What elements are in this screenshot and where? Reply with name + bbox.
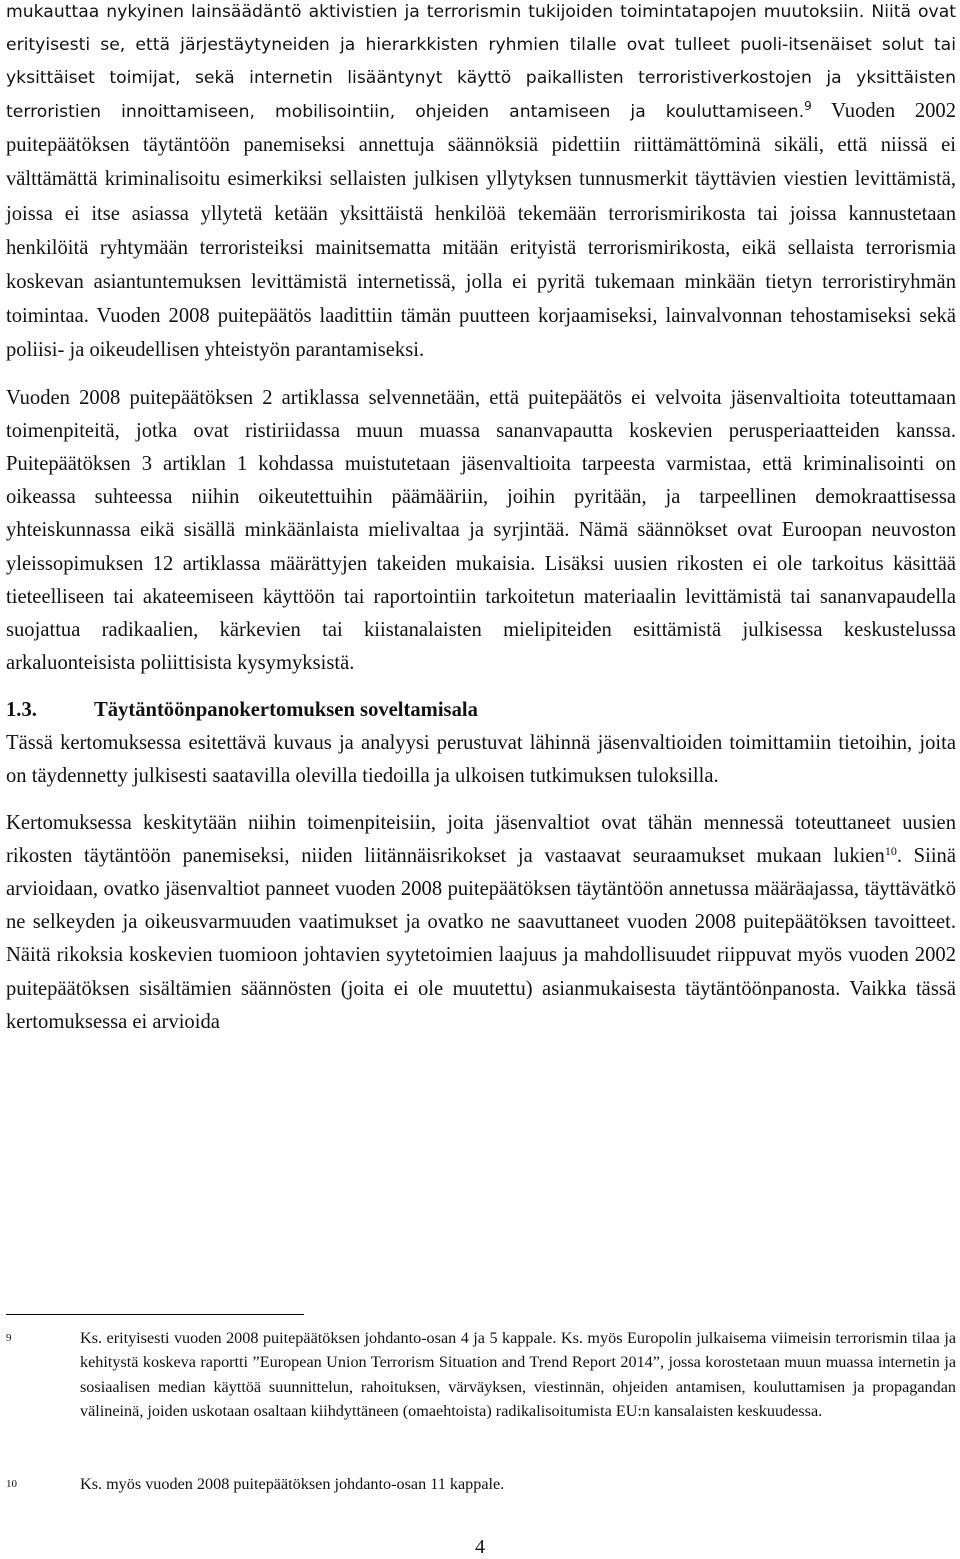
section-heading xyxy=(6,694,956,727)
footnote-ref-9[interactable]: 9 xyxy=(804,99,812,114)
footnote-9 xyxy=(6,1326,956,1423)
paragraph-4-text-b: . Siinä arvioidaan, ovatko jäsenvaltiot panneet vuoden 2008 puitepäätöksen täytäntöön annetussa määräajassa, täyttävätkö ne selkeyden ja oikeusvarmuuden vaatimukset ja ovatko ne saavuttaneet vuoden 2008 puitepäätöksen tavoitteet. Näitä rikoksia koskevien tuomioon johtavien syytetoimien laajuus ja mahdollisuudet riippuvat myös vuoden 2002 puitepäätöksen sisältämien säännösten (joita ei ole muutettu) asianmukaisesta täytäntöönpanosta. Vaikka tässä kertomuksessa ei arvioida xyxy=(6,845,956,1033)
footnote-10 xyxy=(6,1472,956,1496)
section-title: Täytäntöönpanokertomuksen soveltamisala xyxy=(94,698,478,721)
paragraph-1 xyxy=(6,0,956,368)
section-number: 1.3. xyxy=(6,698,37,721)
footnote-text: Ks. erityisesti vuoden 2008 puitepäätöksen johdanto-osan 4 ja 5 kappale. Ks. myös Europolin julkaisema viimeisin terrorismin tilaa ja kehitystä koskeva raportti ”European Union Terrorism Situation and Trend Report 2014”, jossa korostetaan muun muassa internetin ja sosiaalisen median käyttöä suunnittelun, rahoituksen, värväyksen, viestinnän, ohjeiden antamisen, kouluttamisen ja propagandan välineinä, joiden uskotaan osaltaan kiihdyttäneen (omaehtoista) radikalisoitumista EU:n kansalaisten keskuudessa. xyxy=(80,1329,956,1420)
paragraph-4-text-a: Kertomuksessa keskitytään niihin toimenpiteisiin, joita jäsenvaltiot ovat tähän mennessä toteuttaneet uusien rikosten täytäntöön panemiseksi, niiden liitännäisrikokset ja vastaavat seuraamukset mukaan lukien xyxy=(6,812,956,868)
spacer xyxy=(6,680,956,694)
paragraph-2: Vuoden 2008 puitepäätöksen 2 artiklassa selvennetään, että puitepäätös ei velvoita jäsenvaltioita toteuttamaan toimenpiteitä, jotka ovat ristiriidassa muun muassa sananvapautta koskevien perusperiaatteiden kanssa. Puitepäätöksen 3 artiklan 1 kohdassa muistutetaan jäsenvaltioita tarpeesta varmistaa, että kriminalisointi on oikeassa suhteessa niihin oikeutettuihin päämääriin, joihin pyritään, ja tarpeellinen demokraattisessa yhteiskunnassa eikä sisällä minkäänlaista mielivaltaa ja syrjintää. Nämä säännökset ovat Euroopan neuvoston yleissopimuksen 12 artiklassa määrättyjen takeiden mukaisia. Lisäksi uusien rikosten ei ole tarkoitus käsittää tieteelliseen tai akateemiseen käyttöön tai raportointiin tarkoitetun materiaalin levittämistä tai sananvapaudella suojattua radikaalien, kärkevien tai kiistanalaisten mielipiteiden esittämistä julkisessa keskustelussa arkaluonteisista poliittisista kysymyksistä. xyxy=(6,387,956,674)
paragraph-3: Tässä kertomuksessa esitettävä kuvaus ja analyysi perustuvat lähinnä jäsenvaltioiden toimittamiin tietoihin, joita on täydennetty julkisesti saatavilla olevilla tiedoilla ja ulkoisen tutkimuksen tuloksilla. xyxy=(6,731,956,787)
spacer xyxy=(6,368,956,382)
paragraph-1-text-a: mukauttaa nykyinen lainsäädäntö aktivistien ja terrorismin tukijoiden toimintatapojen muutoksiin. Niitä ovat erityisesti se, että järjestäytyneiden ja hierarkkisten ryhmien tilalle ovat tulleet puoli-itsenäiset solut tai yksittäiset toimijat, sekä internetin lisääntynyt käyttö paikallisten terroristiverkostojen ja yksittäisten terroristien innoittamiseen, mobilisointiin, ohjeiden antamiseen ja kouluttamiseen. xyxy=(6,2,956,123)
page-content xyxy=(6,0,956,1039)
paragraph-4 xyxy=(6,807,956,1039)
footnote-mark: 9 xyxy=(6,1332,12,1344)
footnote-mark: 10 xyxy=(6,1478,17,1490)
footnote-text: Ks. myös vuoden 2008 puitepäätöksen johdanto-osan 11 kappale. xyxy=(80,1475,505,1493)
footnote-separator xyxy=(6,1314,304,1315)
spacer xyxy=(6,793,956,807)
footnote-ref-10[interactable]: 10 xyxy=(884,844,897,859)
page-number: 4 xyxy=(475,1536,485,1558)
paragraph-1-text-b: Vuoden 2002 puitepäätöksen täytäntöön panemiseksi annettuja säännöksiä pidettiin riittämättöminä sikäli, että niissä ei välttämättä kriminalisoitu esimerkiksi sellaisten julkisen yllytyksen tunnusmerkit täyttävien viestien levittämistä, joissa ei itse asiassa yllytetä ketään yksittäistä henkilöä tekemään terrorismirikosta tai joissa kannustetaan henkilöitä ryhtymään terroristeiksi mainitsematta mitään erityistä terrorismirikosta, eikä sellaista terrorismia koskevan asiantuntemuksen levittämistä internetissä, jolla ei pyritä tukemaan minkään tietyn terroristiryhmän toimintaa. Vuoden 2008 puitepäätös laadittiin tämän puutteen korjaamiseksi, lainvalvonnan tehostamiseksi sekä poliisi- ja oikeudellisen yhteistyön parantamiseksi. xyxy=(6,100,957,361)
